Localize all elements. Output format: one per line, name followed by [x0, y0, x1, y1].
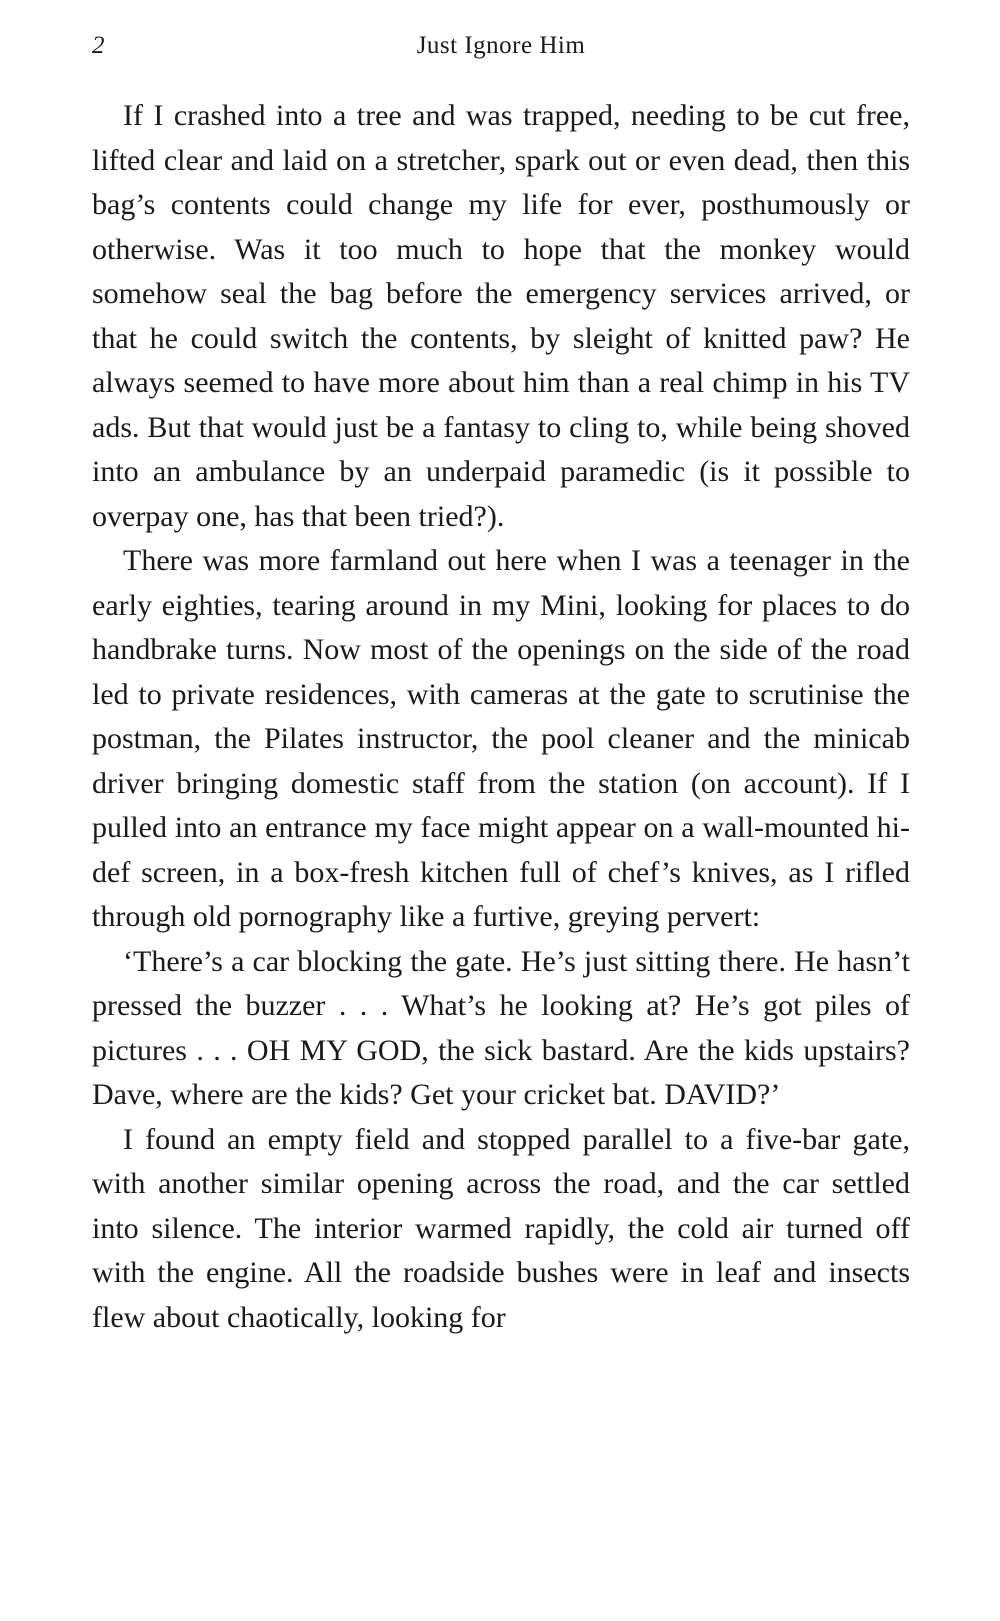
running-head: Just Ignore Him [416, 32, 586, 59]
body-text [92, 94, 910, 1340]
paragraph-3: ‘There’s a car blocking the gate. He’s just sitting there. He hasn’t pressed the buzzer . . . What’s he looking at? He’s got piles of pictures . . . OH MY GOD, the sick bastard. Are the kids upstairs? Dave, where are the kids? Get your cricket bat. DAVID?’ [92, 944, 910, 1111]
paragraph-4: I found an empty field and stopped parallel to a five-bar gate, with another similar opening across the road, and the car settled into silence. The interior warmed rapidly, the cold air turned off with the engine. All the roadside bushes were in leaf and insects flew about chaotically, looking for [92, 1122, 910, 1334]
page-number: 2 [92, 32, 105, 59]
paragraph-1: If I crashed into a tree and was trapped, needing to be cut free, lifted clear and laid on a stretcher, spark out or even dead, then this bag’s contents could change my life for ever, posthumously or otherwise. Was it too much to hope that the monkey would somehow seal the bag before the emergency services arrived, or that he could switch the contents, by sleight of knitted paw? He always seemed to have more about him than a real chimp in his TV ads. But that would just be a fantasy to cling to, while being shoved into an ambulance by an underpaid paramedic (is it possible to overpay one, has that been tried?). [92, 99, 910, 533]
book-page [92, 24, 910, 1340]
paragraph-2: There was more farmland out here when I was a teenager in the early eighties, tearing around in my Mini, looking for places to do handbrake turns. Now most of the openings on the side of the road led to private residences, with cameras at the gate to scrutinise the postman, the Pilates instructor, the pool cleaner and the minicab driver bringing domestic staff from the station (on account). If I pulled into an entrance my face might appear on a wall-mounted hi-def screen, in a box-fresh kitchen full of chef’s knives, as I rifled through old pornography like a furtive, greying pervert: [92, 544, 910, 933]
page-header [92, 24, 910, 70]
